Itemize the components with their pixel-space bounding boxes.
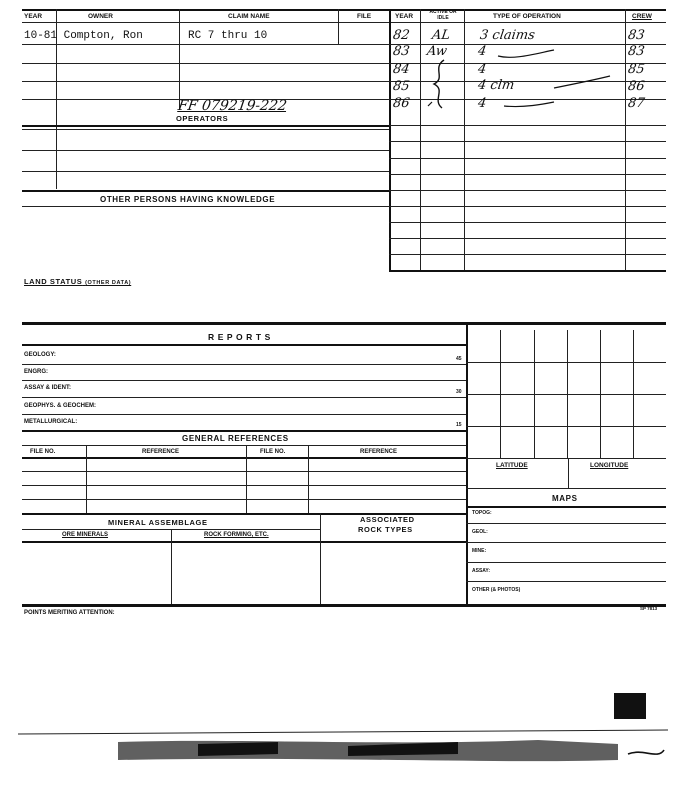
ref-rule (22, 485, 466, 486)
other-persons-heading: OTHER PERSONS HAVING KNOWLEDGE (100, 195, 276, 204)
report-rule (22, 430, 466, 432)
land-status-sub: (OTHER DATA) (85, 280, 132, 286)
section-top-border (22, 322, 666, 325)
header-year: YEAR (24, 13, 43, 20)
hw-operation: 4 (476, 96, 488, 111)
mineral-col-rule (320, 513, 321, 605)
associated-heading: ASSOCIATED (360, 515, 415, 524)
section-bottom-border (22, 604, 666, 607)
row-rule (389, 238, 666, 239)
hw-year: 83 (391, 44, 411, 59)
maps-rule (466, 542, 666, 543)
hw-year: 84 (391, 62, 411, 77)
header-rule (22, 22, 666, 23)
row-rule (389, 222, 666, 223)
col-rule (338, 9, 339, 44)
row-rule (22, 190, 389, 192)
tick-45: 45 (456, 356, 462, 362)
row-rule (389, 190, 666, 191)
row-rule (22, 206, 389, 207)
operators-heading: OPERATORS (176, 114, 229, 123)
row-rule (22, 129, 389, 130)
col-rule (625, 9, 626, 270)
maps-other: OTHER (& PHOTOS) (472, 587, 521, 593)
hw-crew: 83 (626, 44, 646, 59)
scan-artifact-block (614, 693, 646, 719)
report-row-geophys: GEOPHYS. & GEOCHEM: (24, 403, 97, 409)
maps-rule (466, 581, 666, 582)
ref-col-rule (308, 445, 309, 513)
row-rule (389, 158, 666, 159)
maps-mine: MINE: (472, 548, 487, 554)
ref-col-rule (246, 445, 247, 513)
hw-active: Aw (425, 44, 448, 59)
hw-crew: 87 (626, 96, 646, 111)
coord-divider (568, 458, 569, 488)
report-rule (22, 397, 466, 398)
row-rule (22, 63, 389, 64)
ref-col-reference-2: REFERENCE (360, 449, 398, 455)
general-references-heading: GENERAL REFERENCES (182, 434, 289, 443)
row-rule (22, 150, 389, 151)
land-status-heading (24, 277, 131, 286)
mineral-col-rule (171, 529, 172, 605)
header-type-of-operation: TYPE OF OPERATION (493, 13, 561, 20)
scan-noise-band (18, 720, 668, 780)
row-rule (389, 206, 666, 207)
maps-rule (466, 523, 666, 524)
row-rule (22, 171, 389, 172)
points-meriting-attention: POINTS MERITING ATTENTION: (24, 610, 115, 616)
hw-crew: 83 (626, 28, 646, 43)
form-number: SP 7813 (640, 606, 658, 611)
row-rule (389, 174, 666, 175)
rock-types-heading: ROCK TYPES (358, 525, 413, 534)
row-rule (22, 125, 389, 127)
report-rule (22, 364, 466, 365)
reports-heading: R E P O R T S (208, 332, 271, 342)
hw-operation: 4 clm (476, 78, 516, 93)
ref-col-reference: REFERENCE (142, 449, 180, 455)
mineral-assemblage-heading: MINERAL ASSEMBLAGE (108, 518, 208, 527)
row-rule (22, 44, 389, 45)
grid-row (466, 362, 666, 363)
maps-topog: TOPOG: (472, 510, 492, 516)
hw-crew: 86 (626, 79, 646, 94)
row-rule (389, 141, 666, 142)
top-border (22, 9, 666, 11)
claim-name-entry: RC 7 thru 10 (188, 30, 268, 42)
ore-minerals-label: ORE MINERALS (62, 532, 109, 538)
row-rule (389, 254, 666, 255)
ref-col-rule (86, 445, 87, 513)
grid-row (466, 394, 666, 395)
hw-file-ref: FF 079219-222 (176, 98, 288, 114)
hw-operation: 3 claims (478, 28, 536, 43)
report-row-assay: ASSAY & IDENT: (24, 385, 72, 391)
header-year-2: YEAR (395, 13, 414, 20)
header-claim-name: CLAIM NAME (228, 13, 270, 20)
report-row-geology: GEOLOGY: (24, 352, 56, 358)
hw-year: 82 (391, 28, 411, 43)
header-file: FILE (357, 13, 372, 20)
header-crew: CREW (632, 13, 652, 20)
land-status-label: LAND STATUS (24, 277, 83, 286)
coord-rule (466, 488, 666, 489)
ref-rule (22, 471, 466, 472)
ref-rule (22, 457, 466, 459)
row-rule (389, 125, 666, 126)
tick-30: 30 (456, 389, 462, 395)
longitude-label: LONGITUDE (590, 462, 629, 469)
tick-15: 15 (456, 422, 462, 428)
hw-strokes (494, 48, 614, 110)
rock-forming-label: ROCK FORMING, ETC. (204, 532, 269, 538)
report-row-metallurgical: METALLURGICAL: (24, 419, 78, 425)
hw-crew: 85 (626, 62, 646, 77)
mineral-rule (22, 541, 466, 543)
header-owner: OWNER (88, 13, 113, 20)
ref-rule (22, 445, 466, 446)
hw-brace (426, 58, 452, 110)
maps-rule (466, 562, 666, 563)
col-rule (420, 9, 421, 270)
reports-rule (22, 344, 466, 346)
report-rule (22, 380, 466, 381)
row-rule (22, 81, 389, 82)
col-rule (464, 9, 465, 270)
ref-col-file-no-2: FILE NO. (260, 449, 286, 455)
maps-assay: ASSAY: (472, 568, 491, 574)
col-rule (389, 9, 391, 270)
row-rule (389, 270, 666, 272)
ref-rule (22, 499, 466, 500)
grid-row (466, 426, 666, 427)
hw-active: AL (430, 28, 452, 43)
maps-heading: MAPS (552, 494, 578, 503)
maps-rule (466, 506, 666, 508)
hw-year: 86 (391, 96, 411, 111)
hw-operation: 4 (476, 44, 488, 59)
maps-geol: GEOL: (472, 529, 488, 535)
owner-entry: 10-81 Compton, Ron (24, 30, 143, 42)
report-rule (22, 414, 466, 415)
hw-operation: 4 (476, 62, 488, 77)
report-row-engrg: ENGRG: (24, 369, 48, 375)
col-rule (179, 9, 180, 109)
latitude-label: LATITUDE (496, 462, 528, 469)
hw-year: 85 (391, 79, 411, 94)
header-active-or-idle: ACTIVE OR IDLE (429, 9, 457, 21)
ref-col-file-no: FILE NO. (30, 449, 56, 455)
grid-row (466, 458, 666, 459)
